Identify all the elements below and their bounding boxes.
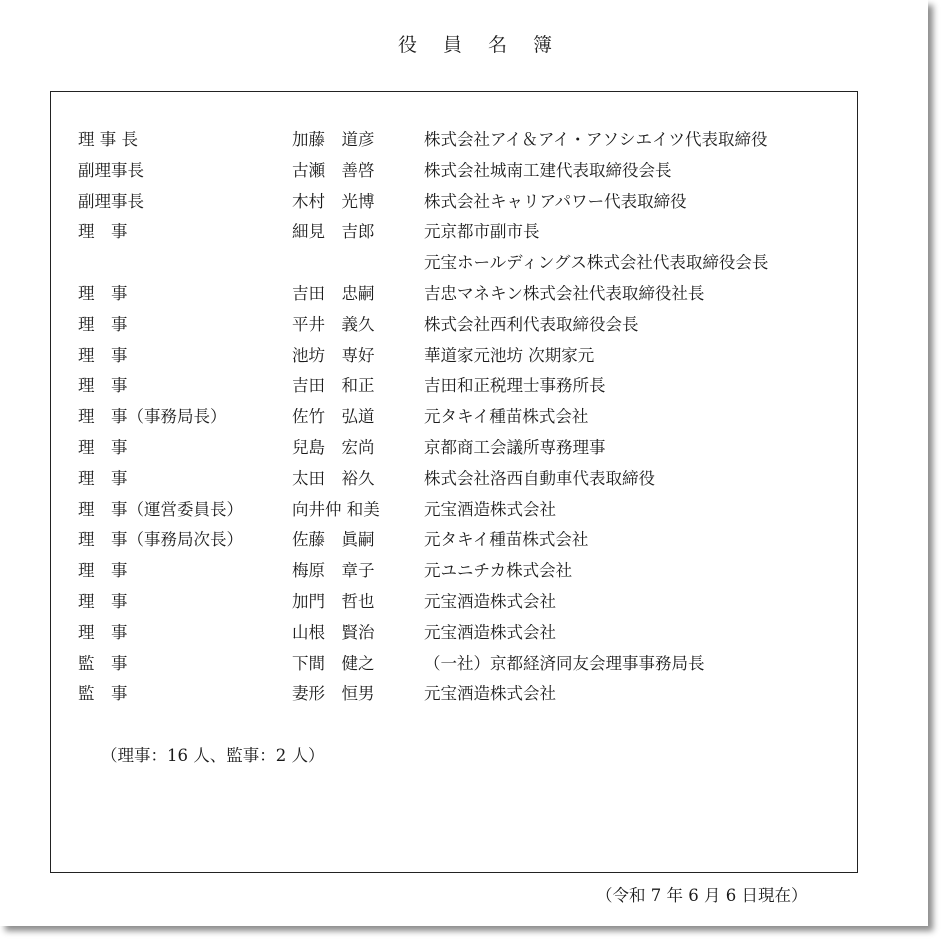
roster-row — [78, 402, 858, 433]
member-affiliation: 元宝酒造株式会社 — [424, 591, 556, 611]
member-name: 加藤 道彦 — [292, 130, 375, 149]
member-role: 理 事 — [78, 283, 128, 303]
member-affiliation: 華道家元池坊 次期家元 — [424, 345, 595, 365]
member-affiliation: 元宝酒造株式会社 — [424, 684, 556, 704]
member-role: 理 事 — [78, 314, 128, 334]
roster-row — [78, 371, 858, 402]
member-name: 佐藤 眞嗣 — [292, 530, 375, 550]
roster-row — [78, 310, 858, 341]
roster-row — [78, 556, 858, 587]
member-name: 加門 哲也 — [292, 591, 375, 611]
roster-row — [78, 649, 858, 680]
member-affiliation: 元京都市副市長 — [424, 222, 540, 242]
roster-row — [78, 125, 858, 156]
roster-row — [78, 341, 858, 372]
member-role: 監 事 — [78, 684, 128, 704]
roster-row — [78, 248, 858, 279]
member-affiliation: 株式会社西利代表取締役会長 — [424, 314, 639, 334]
member-name: 吉田 和正 — [292, 376, 375, 396]
member-affiliation: 吉田和正税理士事務所長 — [424, 376, 606, 396]
member-affiliation: 元タキイ種苗株式会社 — [424, 407, 589, 427]
member-role: 監 事 — [78, 653, 128, 673]
roster-row — [78, 187, 858, 218]
member-role: 理 事 長 — [78, 130, 138, 149]
member-affiliation: 元タキイ種苗株式会社 — [424, 530, 589, 550]
member-affiliation: 元ユニチカ株式会社 — [424, 561, 573, 581]
roster-row — [78, 679, 858, 710]
roster-row — [78, 464, 858, 495]
member-role: 理 事 — [78, 437, 128, 457]
member-name: 池坊 専好 — [292, 345, 375, 365]
member-affiliation: 京都商工会議所専務理事 — [424, 437, 606, 457]
member-name: 木村 光博 — [292, 191, 375, 211]
member-role: 理 事（運営委員長） — [78, 499, 243, 519]
member-name: 兒島 宏尚 — [292, 437, 375, 457]
member-affiliation: 元宝ホールディングス株式会社代表取締役会長 — [424, 253, 769, 273]
member-affiliation: 元宝酒造株式会社 — [424, 622, 556, 642]
member-role: 理 事 — [78, 376, 128, 396]
member-name: 山根 賢治 — [292, 622, 375, 642]
member-role: 理 事 — [78, 591, 128, 611]
member-affiliation: 元宝酒造株式会社 — [424, 499, 556, 519]
roster-row — [78, 495, 858, 526]
member-role: 理 事 — [78, 622, 128, 642]
member-role: 副理事長 — [78, 191, 144, 211]
member-role: 理 事 — [78, 345, 128, 365]
roster-row — [78, 525, 858, 556]
member-affiliation: 株式会社城南工建代表取締役会長 — [424, 160, 672, 180]
member-role: 理 事 — [78, 468, 128, 488]
member-name: 佐竹 弘道 — [292, 407, 375, 427]
page-title: 役 員 名 簿 — [397, 34, 563, 56]
member-count-summary: （理事：16 人、監事：2 人） — [101, 746, 325, 765]
member-role: 理 事（事務局長） — [78, 407, 227, 427]
roster-row — [78, 618, 858, 649]
member-role: 副理事長 — [78, 160, 144, 180]
member-name: 妻形 恒男 — [292, 684, 375, 704]
member-name: 吉田 忠嗣 — [292, 283, 375, 303]
roster-row — [78, 279, 858, 310]
member-role: 理 事 — [78, 222, 128, 242]
member-name: 古瀬 善啓 — [292, 160, 375, 180]
member-affiliation: 株式会社キャリアパワー代表取締役 — [424, 191, 687, 211]
roster-list — [78, 125, 858, 710]
roster-row — [78, 587, 858, 618]
member-name: 太田 裕久 — [292, 468, 375, 488]
member-name: 細見 吉郎 — [292, 222, 375, 242]
member-role: 理 事 — [78, 561, 128, 581]
member-affiliation: 株式会社アイ＆アイ・アソシエイツ代表取締役 — [424, 130, 768, 149]
member-affiliation: 株式会社洛西自動車代表取締役 — [424, 468, 655, 488]
roster-row — [78, 156, 858, 187]
member-name: 梅原 章子 — [292, 561, 375, 581]
as-of-date: （令和 7 年 6 月 6 日現在） — [596, 886, 808, 905]
member-role: 理 事（事務局次長） — [78, 530, 243, 550]
roster-row — [78, 433, 858, 464]
member-affiliation: 吉忠マネキン株式会社代表取締役社長 — [424, 283, 705, 303]
member-name: 向井仲 和美 — [292, 499, 380, 519]
member-name: 平井 義久 — [292, 314, 375, 334]
member-name: 下間 健之 — [292, 653, 375, 673]
member-affiliation: （一社）京都経済同友会理事事務局長 — [424, 653, 705, 673]
roster-row — [78, 217, 858, 248]
